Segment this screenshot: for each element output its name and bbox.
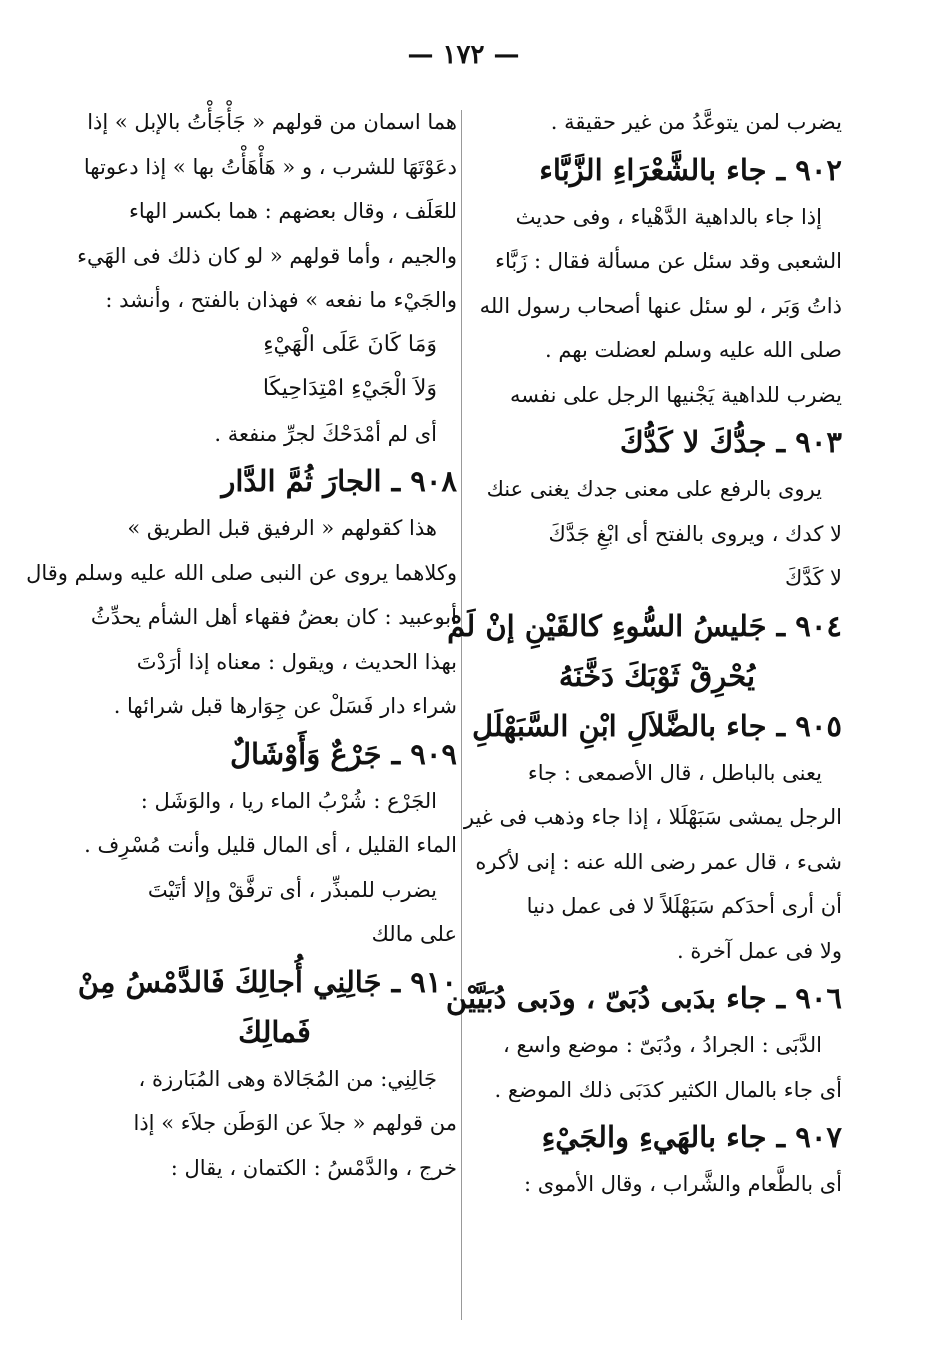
text-line: وكلاهما يروى عن النبى صلى الله عليه وسلم وقال [26,560,457,585]
right-column [445,100,842,1207]
text-line: خرج ، والدَّمْسُ : الكتمان ، يقال : [170,1155,457,1180]
text-line: يضرب للمبذِّر ، أى ترفَّقْ وإلا أتَيْتَ [147,877,437,902]
text-line: أى لم أمْدَحْكَ لجرِّ منفعة . [214,421,437,446]
text-line: والجَيْء ما نفعه » فهذان بالفتح ، وأنشد : [105,288,457,312]
proverb-heading: ٩٠٧ ـ جاء بالهَيءِ والجَيْءِ [541,1120,842,1154]
text-line: والجيم ، وأما قولهم « لو كان ذلك فى الهَيء [77,243,457,268]
proverb-heading: ٩٠٩ ـ جَرْعٌ وَأَوْشَالٌ [229,736,457,771]
text-line: ولا فى عمل آخرة . [676,938,842,963]
proverb-heading: ٩٠٥ ـ جاء بالضَّلاَلِ ابْنِ السَّبَهْلَلِ [471,708,842,743]
text-line: الدَّبَى : الجرادُ ، ودُبَىّ : موضع واسع ، [503,1033,822,1057]
text-line: لا كدك ، ويروى بالفتح أى ابْغِ جَدَّكَ [548,521,842,546]
text-line: شىء ، قال عمر رضى الله عنه : إنى لأكره [475,849,842,874]
text-line: يضرب للداهية يَجْنيها الرجل على نفسه [510,382,842,407]
text-line: يعنى بالباطل ، قال الأصمعى : جاء [527,760,822,785]
text-line: بهذا الحديث ، ويقول : معناه إذا أرَدْتَ [136,649,457,674]
text-line: إذا جاء بالداهية الدَّهْياء ، وفى حديث [515,204,822,229]
text-line: أبوعبيد : كان بعضُ فقهاء أهل الشأم يحدِّثُ [90,605,457,629]
text-line: الماء القليل ، أى المال قليل وأنت مُسْرِف . [84,833,457,857]
verse-line: وَمَا كَانَ عَلَى الْهَيْءِ [263,331,437,357]
text-line: جَالِنِي: من المُجَالاة وهى المُبَارزة ، [138,1066,437,1091]
text-line: أى جاء بالمال الكثير كدَبَى ذلك الموضع . [494,1077,842,1102]
text-line: على مالك [371,922,457,946]
left-column [26,100,457,1190]
page-number: — ١٧٢ — [407,40,520,70]
proverb-heading: ٩٠٤ ـ جَليسُ السُّوءِ كالقَيْنِ إنْ لَمْ [447,608,842,643]
text-line: شراء دار فَسَلْ عن جِوَارها قبل شرائها . [113,694,457,718]
text-line: هما اسمان من قولهم « جَأْجَأْتُ بالإبل » إذا [87,110,457,134]
proverb-heading: ٩١٠ ـ جَالِنِي أُجالِكَ فَالدَّمْسُ مِنْ [77,964,457,999]
column-divider [461,110,462,1320]
text-line: للعَلَف ، وقال بعضهم : هما بكسر الهاء [129,199,457,223]
text-line: ذاتُ وَبَر ، لو سئل عنها أصحاب رسول الله [479,293,842,318]
proverb-heading: ٩٠٢ ـ جاء بالشَّعْرَاءِ الزَّبَّاء [539,152,842,187]
text-line: لا كَدَّكَ [785,566,842,590]
proverb-heading: يُحْرِقْ ثَوْبَكَ دَخَّنَهُ [558,658,756,693]
text-line: دعَوْتَهَا للشرب ، و « هَأْهَأْتُ بها » إذا دعوتها [83,154,457,179]
text-line: أن أرى أحدَكم سَبَهْلَلاً لا فى عمل دنيا [526,894,842,918]
text-line: صلى الله عليه وسلم لعضلت بهم . [544,338,842,362]
verse-line: وَلاَ الْجَيْءِ امْتِدَاحِيكَا [262,376,437,401]
text-line: من قولهم « جلاَ عن الوَطَن جلاَء » إذا [133,1111,457,1135]
text-line: يضرب لمن يتوعَّدُ من غير حقيقة . [550,110,842,134]
text-line: الجَرْع : شُرْبُ الماء ريا ، والوَشَل : [140,788,437,813]
proverb-heading: ٩٠٨ ـ الجارَ ثُمَّ الدَّار [221,464,457,498]
text-line: يروى بالرفع على معنى جدك يغنى عنك [486,477,822,501]
proverb-heading: ٩٠٣ ـ جدُّكَ لا كَدُّكَ [619,425,842,459]
text-line: الرجل يمشى سَبَهْلَلا ، إذا جاء وذهب فى غير [463,805,842,829]
proverb-heading: ٩٠٦ ـ جاء بدَبى دُبَىّ ، ودَبى دُبَيَّيْن [445,981,842,1015]
text-line: أى بالطَّعام والشَّراب ، وقال الأموى : [523,1172,842,1196]
text-line: الشعبى وقد سئل عن مسألة فقال : زَبَّاء [495,249,842,273]
proverb-heading: فَمالِكَ [238,1014,311,1049]
text-line: هذا كقولهم « الرفيق قبل الطريق » [127,516,437,540]
